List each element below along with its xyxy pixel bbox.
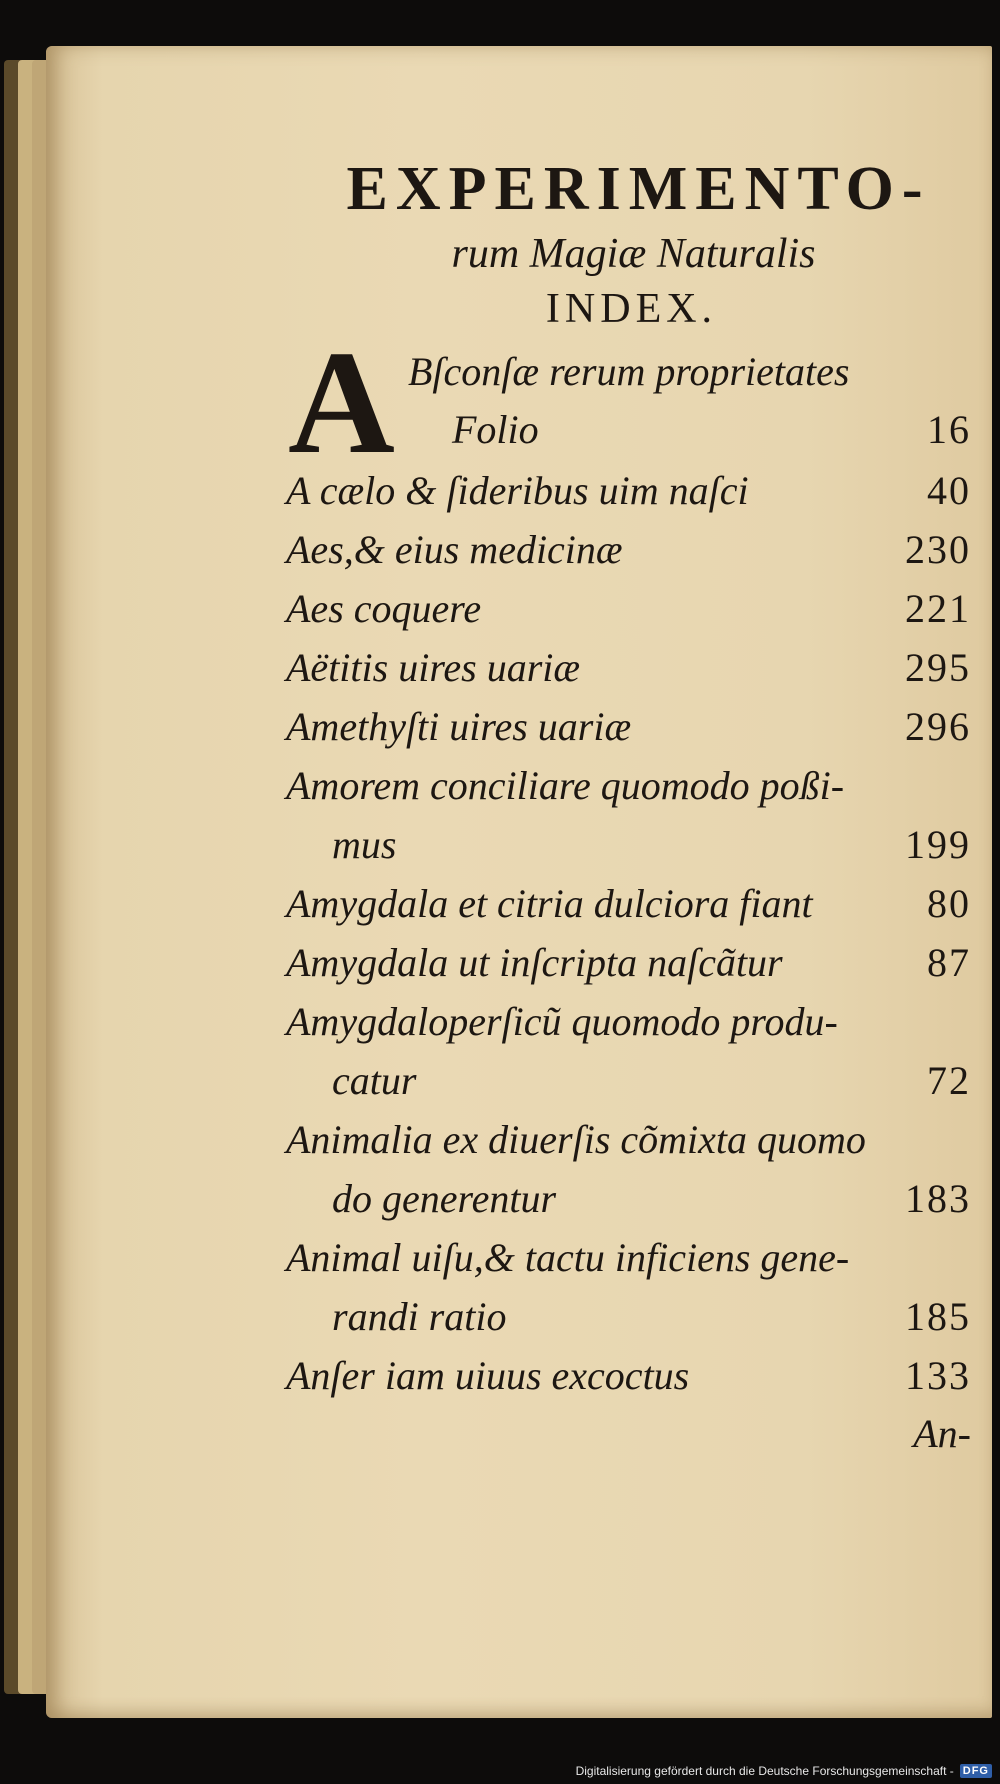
entry-text: Aes,& eius medicinæ [286,527,623,572]
index-entry-line [286,815,971,874]
entry-page-number: 185 [905,1294,971,1339]
entry-text: Amethyſti uires uariæ [286,704,632,749]
entry-text: mus [332,822,397,867]
index-entry-line [286,756,971,815]
entry-page-number: 80 [927,881,971,926]
index-entry-line [286,874,971,933]
entry-text: A cælo & ſideribus uim naſci [286,468,749,513]
digitization-credit [576,1764,992,1778]
entry-text: Animalia ex diuerſis cõmixta quomo [286,1117,866,1162]
index-entry-line [286,520,971,579]
index-heading: INDEX. [545,286,718,332]
dfg-logo: DFG [960,1764,992,1778]
book-page [46,46,992,1718]
index-text-block [286,151,971,1463]
entry-page-number: 296 [905,704,971,749]
index-entry-line [286,1110,971,1169]
entry-page-number: 133 [905,1353,971,1398]
entry-text: randi ratio [332,1294,507,1339]
index-entry-line [286,579,971,638]
entry-text: Animal uiſu,& tactu inficiens gene- [286,1235,850,1280]
entry-text: catur [332,1058,417,1103]
entry-text: Aes coquere [286,586,482,631]
entry-text: Folio [452,407,539,452]
entry-page-number: 72 [927,1058,971,1103]
catchword: An- [913,1411,971,1456]
index-title: EXPERIMENTO- [346,155,931,223]
index-entry-line [286,1228,971,1287]
index-entry-line [286,638,971,697]
index-entry-line [286,1169,971,1228]
entry-text: Amygdaloperſicũ quomodo produ- [286,999,838,1044]
index-entries [286,321,971,1463]
index-entry-line [286,1287,971,1346]
entry-page-number: 199 [905,822,971,867]
entry-list [286,461,971,1405]
entry-text: Amorem conciliare quomodo poßi- [286,763,845,808]
entry-text: Amygdala et citria dulciora fiant [286,881,813,926]
drop-cap: A [288,321,395,485]
index-entry-line [286,992,971,1051]
entry-page-number: 40 [927,468,971,513]
entry-page-number: 295 [905,645,971,690]
index-entry-line [286,933,971,992]
entry-page-number: 87 [927,940,971,985]
entry-page-number: 221 [905,586,971,631]
index-subtitle: rum Magiæ Naturalis [451,231,816,277]
entry-page-number: 230 [905,527,971,572]
index-entry-line [286,1346,971,1405]
entry-text: Bſconſæ rerum proprietates [408,349,850,394]
index-entry-line [286,1051,971,1110]
credit-text: Digitalisierung gefördert durch die Deutsche Forschungsgemeinschaft - [575,1764,954,1778]
index-entry-line [286,697,971,756]
entry-page-number: 16 [927,407,971,452]
entry-text: Amygdala ut inſcripta naſcãtur [286,940,783,985]
entry-page-number: 183 [905,1176,971,1221]
entry-text: Aëtitis uires uariæ [286,645,581,690]
entry-text: Anſer iam uiuus excoctus [286,1353,690,1398]
index-entry-first [286,321,971,485]
entry-text: do generentur [332,1176,557,1221]
